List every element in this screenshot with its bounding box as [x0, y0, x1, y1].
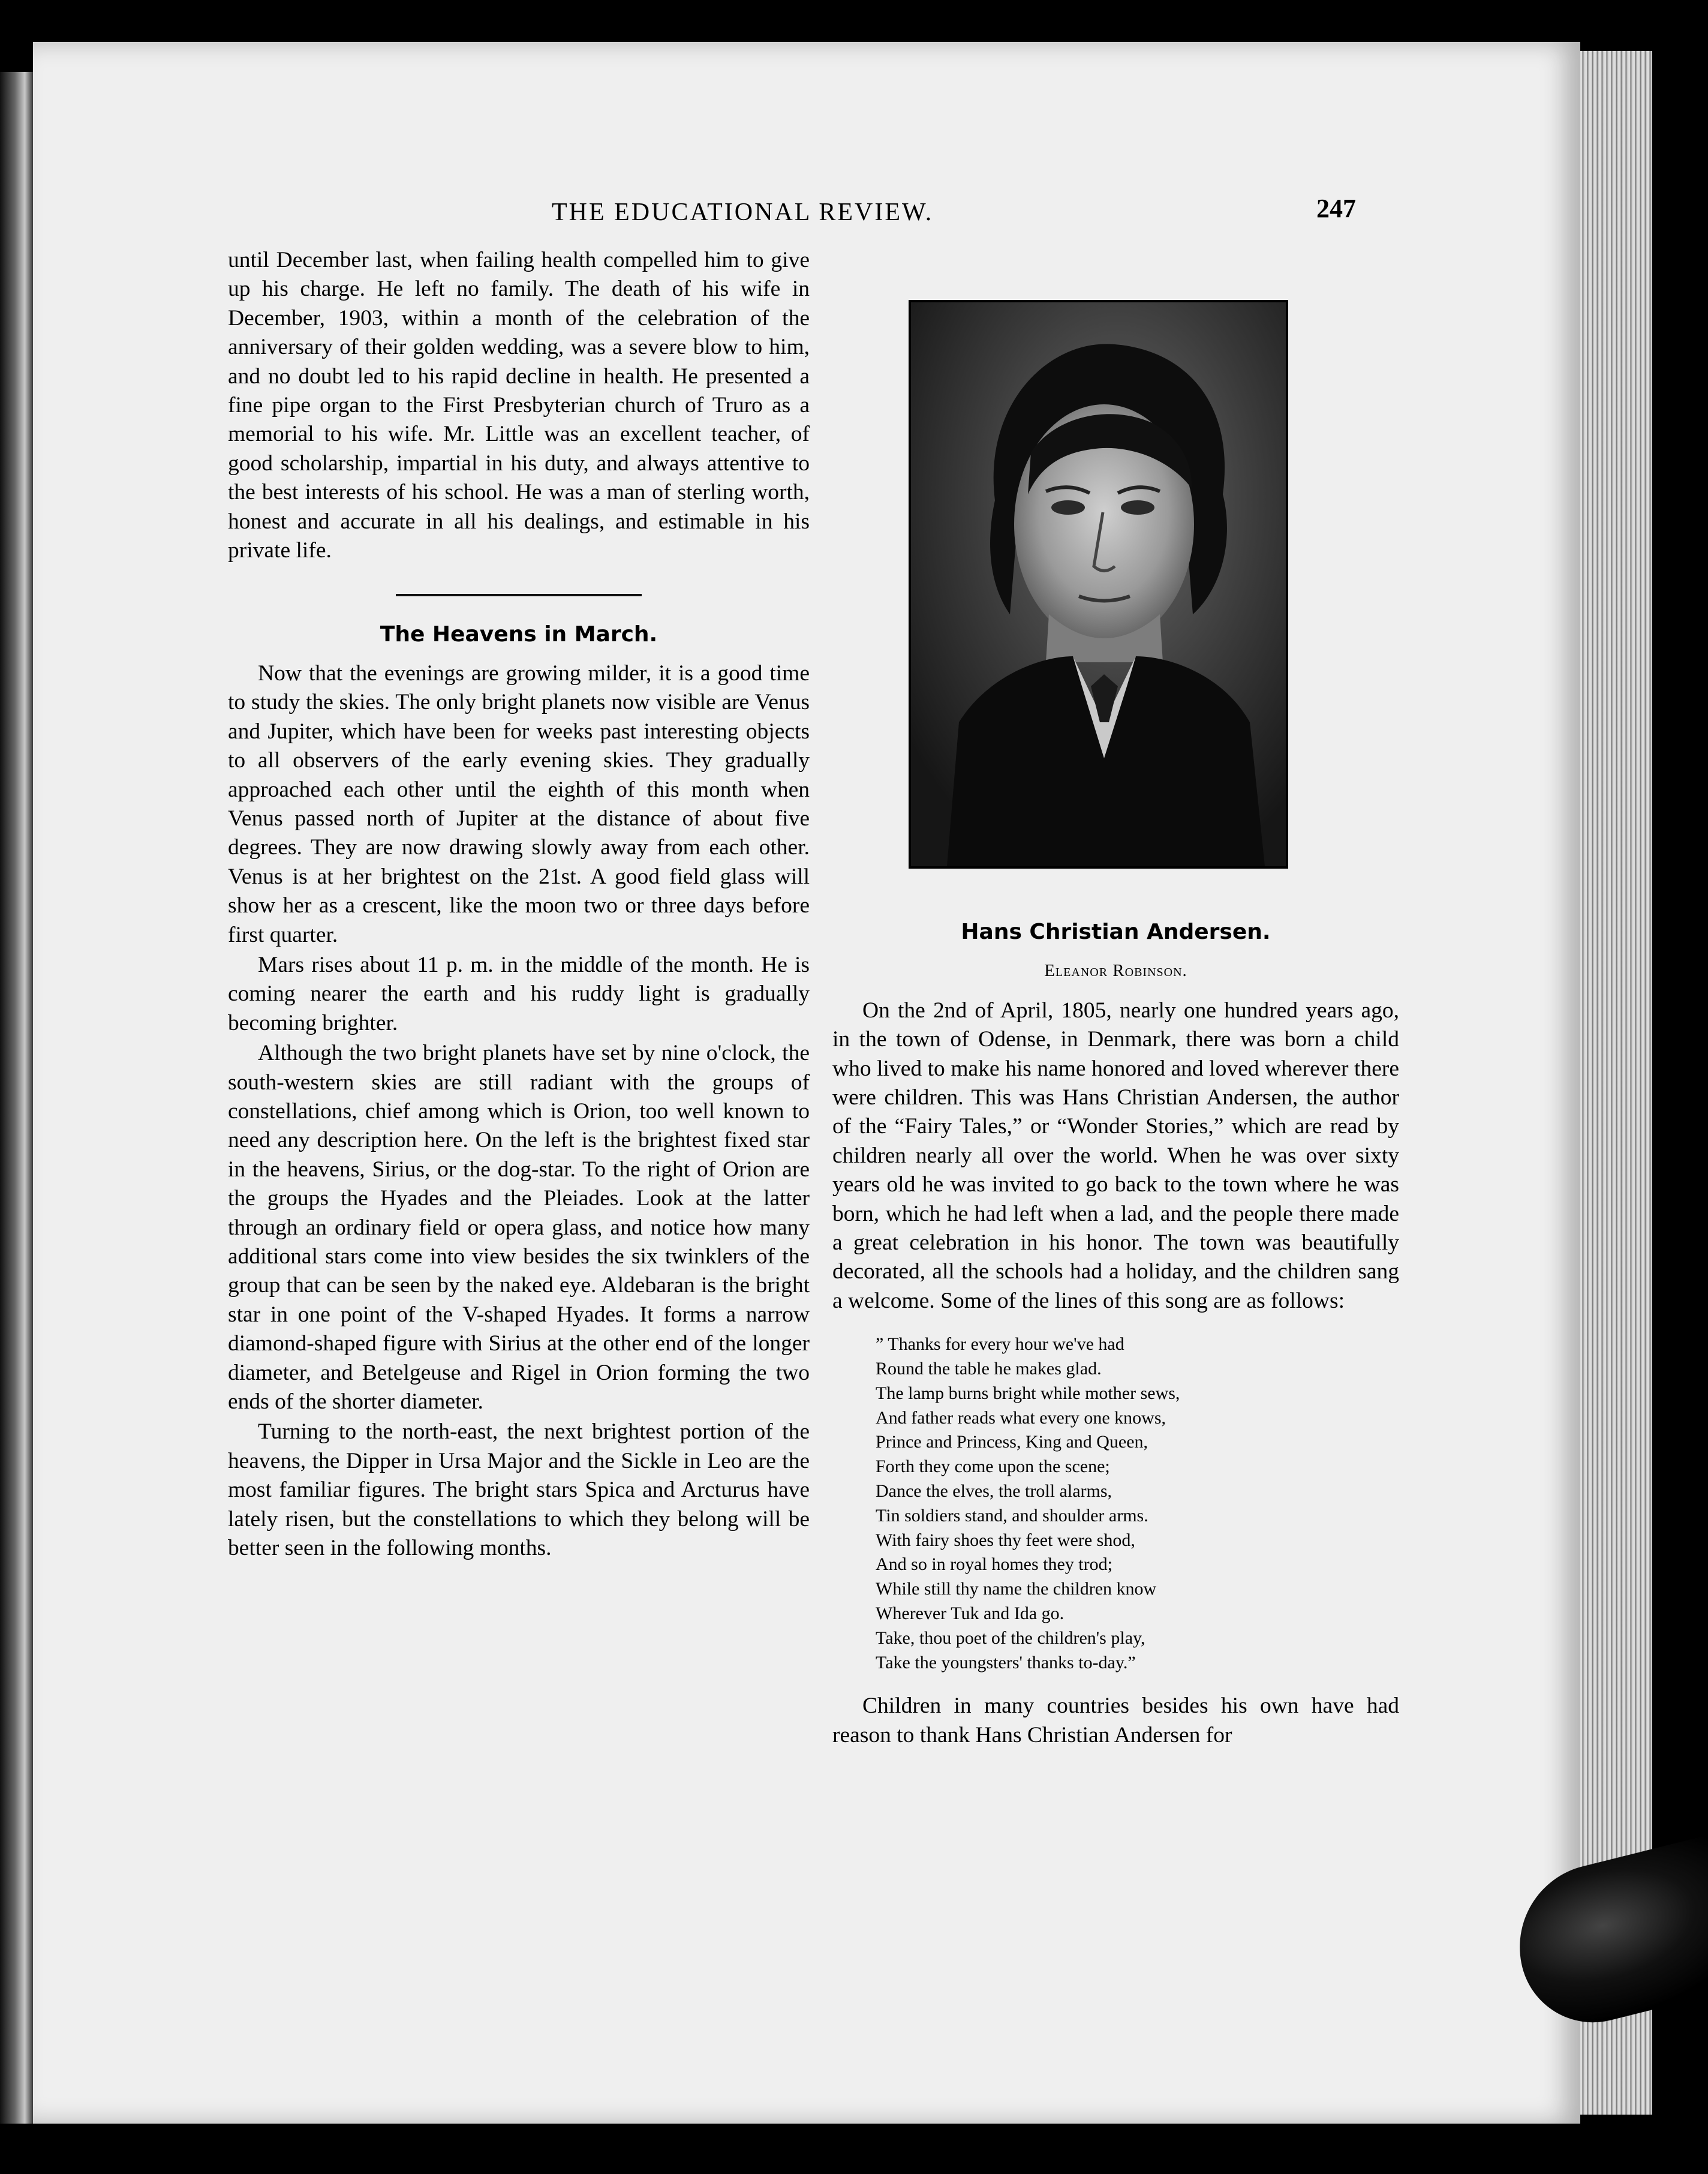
- page-stack-edge: [1580, 51, 1652, 2115]
- heavens-paragraph-4: Turning to the north-east, the next brightest portion of the heavens, the Dipper in Ursa Major and the Sickle in Leo are the most familiar figures. The bright stars Spica and Arcturus have lately risen, but the constellations to which they belong will be better seen in the following months.: [228, 1419, 810, 1561]
- poem-line: Prince and Princess, King and Queen,: [876, 1432, 1148, 1452]
- poem-line: With fairy shoes thy feet were shod,: [876, 1530, 1135, 1550]
- poem-line: Wherever Tuk and Ida go.: [876, 1604, 1065, 1624]
- right-column: [832, 918, 1399, 1751]
- left-column: [228, 246, 810, 1564]
- andersen-paragraph-1: On the 2nd of April, 1805, nearly one hundred years ago, in the town of Odense, in Denmark, there was born a child who lived to make his name honored and loved wherever there were children. This was Hans Christian Andersen, the author of the “Fairy Tales,” or “Wonder Stories,” which are read by children nearly all over the world. When he was over sixty years old he was invited to go back to the town where he was born, which he had left when a lad, and the people there made a great celebration in his honor. The town was beautifully decorated, all the schools had a holiday, and the children sang a welcome. Some of the lines of this song are as follows:: [832, 998, 1399, 1313]
- heavens-paragraph-2: Mars rises about 11 p. m. in the middle of the month. He is coming nearer the earth and his ruddy light is gradually becoming brighter.: [228, 952, 810, 1035]
- obituary-paragraph: until December last, when failing health compelled him to give up his charge. He left no family. The death of his wife in December, 1903, within a month of the celebration of the anniversary of their golden wedding, was a severe blow to him, and no doubt led to his rapid decline in health. He presented a fine pipe organ to the First Presbyterian church of Truro as a memorial to his wife. Mr. Little was an excellent teacher, of good scholarship, impartial in his duty, and always attentive to the best interests of his school. He was a man of sterling worth, honest and accurate in all his dealings, and estimable in his private life.: [228, 248, 810, 563]
- running-header: THE EDUCATIONAL REVIEW.: [552, 199, 934, 226]
- poem-line: Take, thou poet of the children's play,: [876, 1628, 1145, 1648]
- poem-line: And so in royal homes they trod;: [876, 1554, 1112, 1575]
- poem-line: Forth they come upon the scene;: [876, 1457, 1110, 1477]
- poem-line: Take the youngsters' thanks to-day.”: [876, 1652, 1136, 1672]
- poem-line: Round the table he makes glad.: [876, 1359, 1102, 1379]
- portrait-illustration: [911, 302, 1286, 866]
- poem-line: While still thy name the children know: [876, 1579, 1157, 1599]
- article-author: Eleanor Robinson.: [1044, 961, 1187, 981]
- song-poem: [876, 1332, 1399, 1675]
- heavens-paragraph-3: Although the two bright planets have set by nine o'clock, the south-western skies are still radiant with the groups of constellations, chief among which is Orion, too well known to need any description here. On the left is the brightest fixed star in the heavens, Sirius, or the dog-star. To the right of Orion are the groups the Hyades and the Pleiades. Look at the latter through an ordinary field or opera glass, and notice how many additional stars come into view besides the six twinklers of the group that can be seen by the naked eye. Aldebaran is the bright star in one point of the V-shaped Hyades. It forms a narrow diamond-shaped figure with Sirius at the other end of the longer diameter, and Betelgeuse and Rigel in Orion forming the two ends of the shorter diameter.: [228, 1041, 810, 1415]
- poem-line: The lamp burns bright while mother sews,: [876, 1383, 1180, 1403]
- poem-line: Dance the elves, the troll alarms,: [876, 1481, 1112, 1502]
- left-page-edge: [0, 72, 33, 2124]
- poem-line: Tin soldiers stand, and shoulder arms.: [876, 1505, 1148, 1526]
- andersen-paragraph-2: Children in many countries besides his own have had reason to thank Hans Christian Andersen for: [832, 1693, 1399, 1747]
- andersen-portrait: [909, 300, 1288, 869]
- poem-line: And father reads what every one knows,: [876, 1407, 1166, 1428]
- heavens-paragraph-1: Now that the evenings are growing milder, it is a good time to study the skies. The only bright planets now visible are Venus and Jupiter, which have been for weeks past interesting objects to all observers of the early evening skies. They gradually approached each other until the eighth of this month when Venus passed north of Jupiter at the distance of about five degrees. They are now drawing slowly away from each other. Venus is at her brightest on the 21st. A good field glass will show her as a crescent, like the moon two or three days before first quarter.: [228, 660, 810, 947]
- heavens-section-title: The Heavens in March.: [380, 622, 658, 647]
- page-number: 247: [1316, 194, 1356, 223]
- andersen-section-title: Hans Christian Andersen.: [961, 920, 1271, 944]
- section-divider: [396, 594, 642, 596]
- poem-line: ” Thanks for every hour we've had: [876, 1334, 1124, 1355]
